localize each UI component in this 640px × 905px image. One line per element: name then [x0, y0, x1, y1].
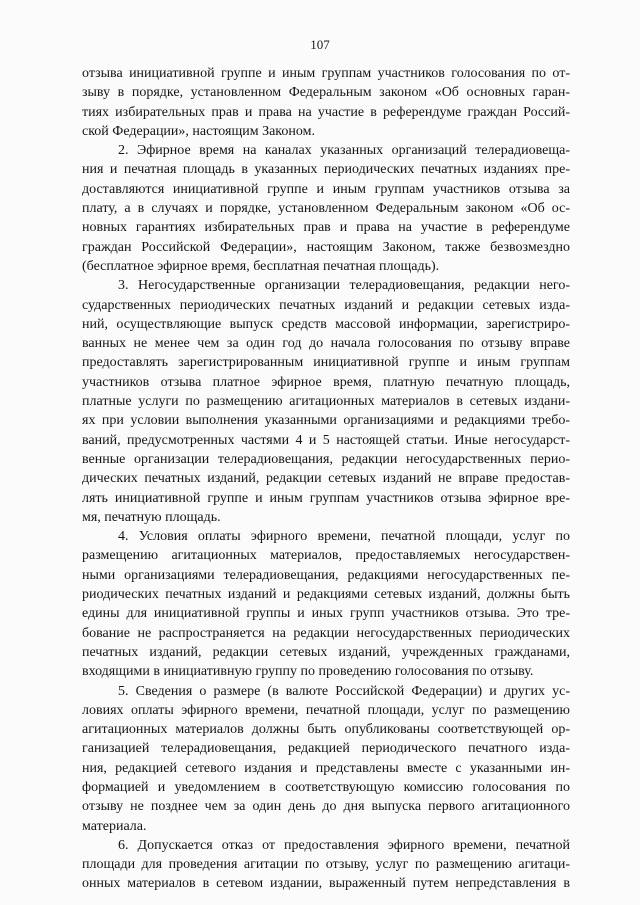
text-line: размещению агитационных материалов, предоставляемых негосударствен- — [82, 548, 570, 564]
text-line: агитационных материалов должны быть опубликованы соответствующей ор- — [82, 722, 570, 738]
text-line: платные услуги по размещению агитационных материалов в сетевых издани- — [82, 394, 570, 410]
text-line: мя, печатную площадь. — [82, 509, 221, 525]
text-line: ваний, предусмотренных частями 4 и 5 настоящей статьи. Иные негосударст- — [82, 432, 570, 448]
text-line: площади для проведения агитации по отзыву, услуг по размещению агитаци- — [82, 857, 570, 873]
text-line: лять инициативной группе и иным группам участников отзыва эфирное вре- — [82, 490, 570, 506]
text-line: зыву в порядке, установленном Федеральным законом «Об основных гаран- — [82, 85, 570, 101]
text-line: бование не распространяется на редакции негосударственных периодических — [82, 625, 570, 641]
page-number: 107 — [310, 37, 330, 52]
text-line: тиях избирательных прав и права на участие в референдуме граждан Россий- — [82, 104, 570, 120]
text-line: участников отзыва платное эфирное время, платную печатную площадь, — [82, 374, 570, 390]
text-line: ловиях оплаты эфирного времени, печатной площади, услуг по размещению — [82, 702, 570, 718]
text-line: венные организации телерадиовещания, редакции негосударственных перио- — [82, 451, 570, 467]
text-line: отзыва инициативной группе и иным группам участников голосования по от- — [82, 66, 570, 81]
paragraph-first-line: 2. Эфирное время на каналах указанных организаций телерадиовеща- — [118, 143, 570, 159]
text-line: онных материалов в сетевом издании, выраженный путем непредставления в — [82, 876, 570, 892]
text-line: дических печатных изданий, редакции сетевых изданий не вправе предостав- — [82, 471, 570, 487]
text-line: ния, редакцией сетевого издания и представлены вместе с указанными ин- — [82, 760, 570, 776]
text-line: риодических печатных изданий и редакциями сетевых изданий, должны быть — [82, 587, 570, 603]
text-line: ния и печатная площадь в указанных периодических печатных изданиях пре- — [82, 162, 570, 178]
text-line: ными организациями телерадиовещания, редакциями негосударственных пе- — [82, 567, 570, 583]
text-line: формацией и уведомлением в соответствующую комиссию голосования по — [82, 779, 570, 795]
text-line: граждан Российской Федерации», настоящим Законом, также безвозмездно — [82, 239, 570, 255]
paragraph-first-line: 3. Негосударственные организации телерадиовещания, редакции него- — [118, 278, 570, 294]
text-line: печатных изданий, редакции сетевых изданий, учрежденных гражданами, — [82, 644, 570, 660]
text-line: новных гарантиях избирательных прав и права на участие в референдуме — [82, 220, 570, 236]
paragraph-first-line: 5. Сведения о размере (в валюте Российской Федерации) и других ус- — [118, 683, 570, 699]
text-line: плату, а в случаях и порядке, установленном Федеральным законом «Об ос- — [82, 201, 570, 217]
text-line: ях при условии выполнения указанными организациями и редакциями требо- — [82, 413, 570, 429]
paragraph-first-line: 4. Условия оплаты эфирного времени, печатной площади, услуг по — [118, 529, 570, 545]
text-line: входящими в инициативную группу по проведению голосования по отзыву. — [82, 664, 534, 680]
text-line: доставляются инициативной группе и иным группам участников отзыва за — [82, 181, 570, 197]
paragraph-first-line: 6. Допускается отказ от предоставления эфирного времени, печатной — [118, 837, 570, 853]
body-text — [82, 64, 570, 894]
text-line: (бесплатное эфирное время, бесплатная печатная площадь). — [82, 258, 440, 274]
text-line: материала. — [82, 818, 147, 834]
text-line: предоставлять зарегистрированным инициативной группе и иным группам — [82, 355, 570, 371]
text-line: сударственных периодических печатных изданий и редакции сетевых изда- — [82, 297, 570, 313]
text-line: ний, осуществляющие выпуск средств массовой информации, зарегистриро- — [82, 316, 570, 332]
text-line: ганизацией телерадиовещания, редакцией периодического печатного изда- — [82, 741, 570, 757]
text-line: ванных не менее чем за один год до начала голосования по отзыву вправе — [82, 336, 570, 352]
text-line: отзыву не позднее чем за один день до дня выпуска первого агитационного — [82, 799, 570, 815]
text-line: едины для инициативной группы и иных групп участников отзыва. Это тре- — [82, 606, 570, 622]
text-line: ской Федерации», настоящим Законом. — [82, 123, 315, 139]
